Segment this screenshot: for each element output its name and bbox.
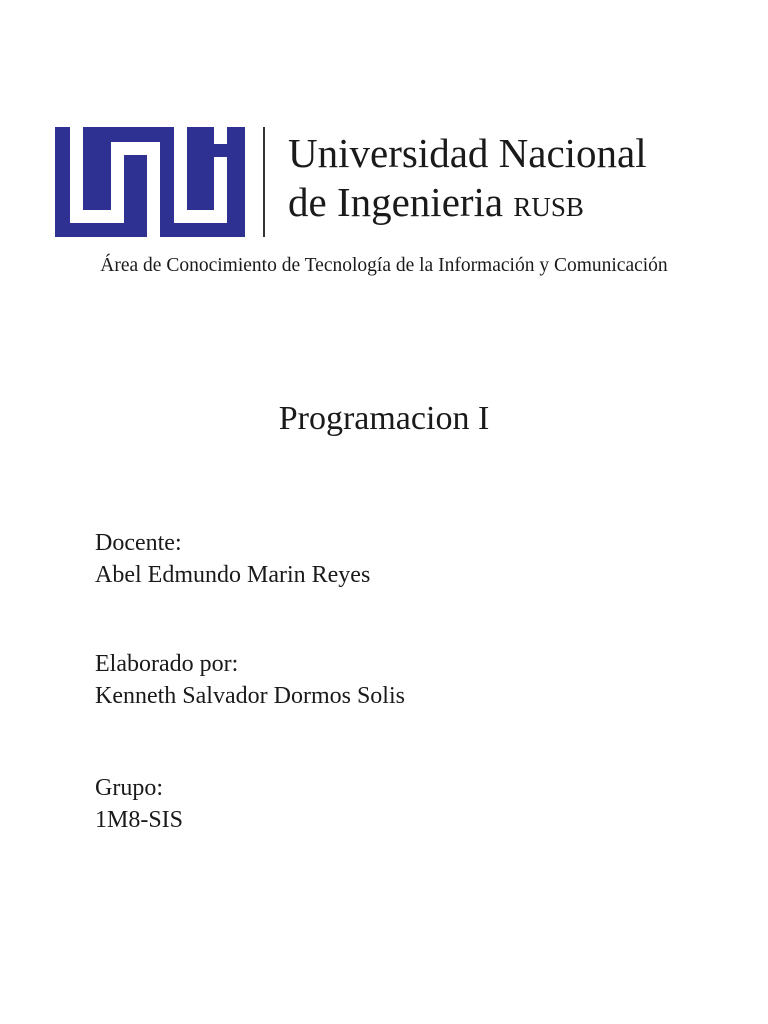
- university-suffix: RUSB: [513, 192, 584, 222]
- author-section: [95, 648, 405, 712]
- uni-logo-icon: [55, 127, 245, 237]
- group-value: 1M8-SIS: [95, 807, 184, 833]
- university-name-line2: [288, 178, 647, 232]
- docente-label: Docente:: [95, 530, 182, 556]
- author-name: Kenneth Salvador Dormos Solis: [95, 683, 405, 709]
- docente-name: Abel Edmundo Marin Reyes: [95, 562, 371, 588]
- docente-section: [95, 527, 370, 591]
- university-name-line1: Universidad Nacional: [288, 130, 647, 176]
- logo-divider: [263, 127, 265, 237]
- university-name: [288, 129, 647, 232]
- area-of-knowledge: Área de Conocimiento de Tecnología de la Información y Comunicación: [100, 255, 668, 276]
- group-section: [95, 772, 183, 836]
- author-label: Elaborado por:: [95, 651, 239, 677]
- group-label: Grupo:: [95, 775, 163, 801]
- university-name-line2-text: de Ingenieria: [288, 179, 504, 225]
- course-title: Programacion I: [278, 400, 490, 437]
